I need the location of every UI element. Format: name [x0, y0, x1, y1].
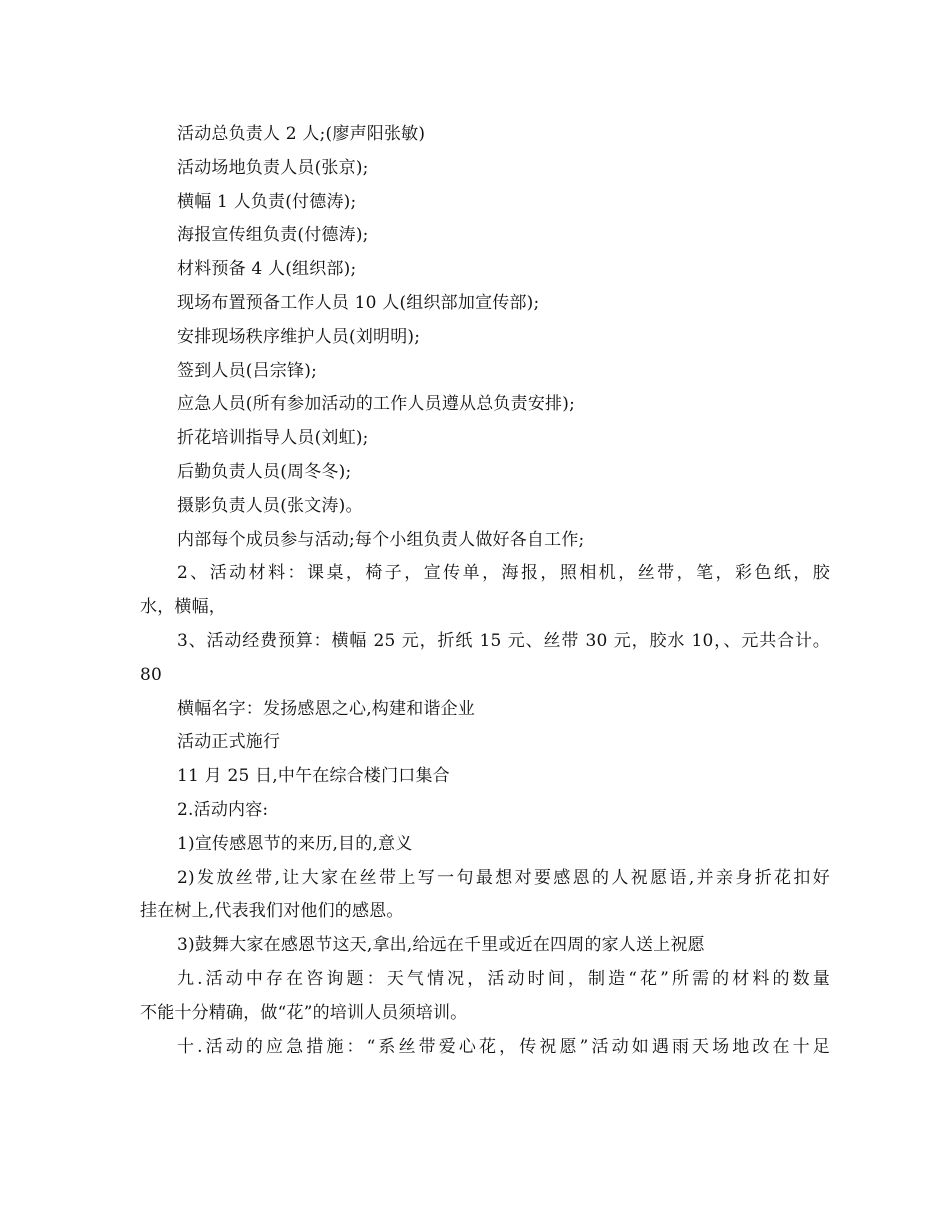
text-line: 折花培训指导人员(刘虹);: [177, 428, 369, 449]
text-line: 后勤负责人员(周冬冬);: [177, 461, 352, 482]
text-line: 1)宣传感恩节的来历,目的,意义: [177, 833, 413, 854]
text-line: 九.活动中存在咨询题：天气情况，活动时间，制造“花”所需的材料的数量: [177, 968, 830, 989]
text-line: 水，横幅，: [140, 597, 226, 618]
text-line: 海报宣传组负责(付德涛);: [177, 225, 369, 246]
text-line: 2.活动内容:: [177, 799, 269, 820]
text-line: 摄影负责人员(张文涛)。: [177, 495, 363, 516]
text-line: 80: [140, 664, 163, 685]
text-line: 挂在树上,代表我们对他们的感恩。: [140, 901, 404, 922]
text-line: 2)发放丝带,让大家在丝带上写一句最想对要感恩的人祝愿语,并亲身折花扣好: [177, 867, 830, 888]
text-line: 应急人员(所有参加活动的工作人员遵从总负责安排);: [177, 394, 575, 415]
text-line: 现场布置预备工作人员 10 人(组织部加宣传部);: [177, 292, 540, 313]
text-line: 安排现场秩序维护人员(刘明明);: [177, 326, 421, 347]
document-body: [140, 118, 830, 1064]
text-line: 内部每个成员参与活动;每个小组负责人做好各自工作;: [177, 529, 585, 550]
text-line: 横幅名字：发扬感恩之心,构建和谐企业: [177, 698, 476, 719]
text-line: 签到人员(吕宗锋);: [177, 360, 317, 381]
text-line: 活动总负责人 2 人;(廖声阳张敏): [177, 124, 426, 144]
text-line: 2、活动材料：课桌，椅子，宣传单，海报，照相机，丝带，笔，彩色纸，胶: [177, 563, 830, 584]
text-line: 活动场地负责人员(张京);: [177, 157, 369, 178]
text-line: 3、活动经费预算：横幅 25 元，折纸 15 元、丝带 30 元，胶水 10，、元共合计。: [177, 630, 830, 651]
text-line: 材料预备 4 人(组织部);: [177, 259, 357, 280]
text-line: 横幅 1 人负责(付德涛);: [177, 191, 357, 212]
text-line: 不能十分精确，做“花”的培训人员须培训。: [140, 1002, 468, 1023]
text-line: 活动正式施行: [177, 732, 281, 753]
text-line: 11 月 25 日,中午在综合楼门口集合: [177, 766, 450, 787]
text-line: 十.活动的应急措施：“系丝带爱心花，传祝愿”活动如遇雨天场地改在十足: [177, 1036, 830, 1057]
text-line: 3)鼓舞大家在感恩节这天,拿出,给远在千里或近在四周的家人送上祝愿: [177, 935, 705, 956]
